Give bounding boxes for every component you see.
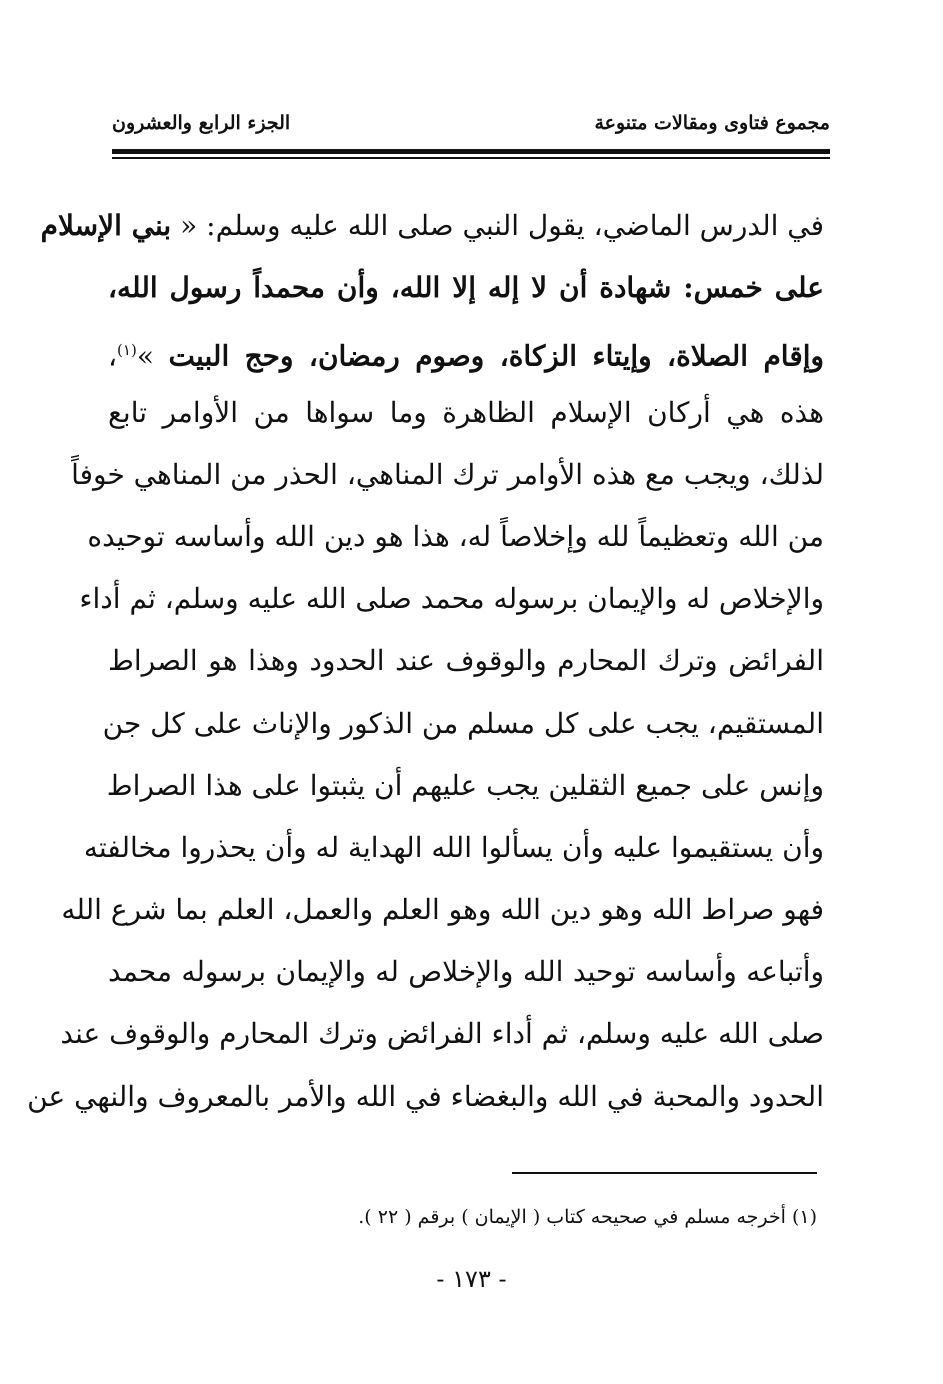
text-line: والإخلاص له والإيمان برسوله محمد صلى الله عليه وسلم، ثم أداء xyxy=(79,582,824,616)
text-line: لذلك، ويجب مع هذه الأوامر ترك المناهي، الحذر من المناهي خوفاً xyxy=(71,457,824,491)
text-line-3 xyxy=(108,319,824,381)
running-header xyxy=(112,112,830,142)
text-line: وإنس على جميع الثقلين يجب عليهم أن يثبتوا على هذا الصراط xyxy=(106,768,824,802)
header-rule-thick xyxy=(112,149,830,154)
page-number: - ١٧٣ - xyxy=(436,1265,507,1293)
book-title: مجموع فتاوى ومقالات متنوعة xyxy=(594,112,830,134)
text-line-1 xyxy=(40,195,824,257)
footnote-separator xyxy=(512,1172,817,1174)
text-line: هذه هي أركان الإسلام الظاهرة وما سواها من الأوامر تابع xyxy=(108,395,824,429)
hadith-text-end: وإقام الصلاة، وإيتاء الزكاة، وصوم رمضان، وحج البيت xyxy=(168,339,824,373)
text-line: وأتباعه وأساسه توحيد الله والإخلاص له والإيمان برسوله محمد xyxy=(108,955,824,989)
comma: ، xyxy=(108,339,118,373)
text-line: وأن يستقيموا عليه وأن يسألوا الله الهداية له وأن يحذروا مخالفته xyxy=(83,830,824,864)
text-line: صلى الله عليه وسلم، ثم أداء الفرائض وترك المحارم والوقوف عند xyxy=(60,1017,824,1051)
text-line-1-intro: في الدرس الماضي، يقول النبي صلى الله عليه وسلم: « xyxy=(180,209,824,242)
footnote: (١) أخرجه مسلم في صحيحه كتاب ( الإيمان ) برقم ( ٢٢ ). xyxy=(358,1206,817,1228)
hadith-text-line: على خمس: شهادة أن لا إله إلا الله، وأن محمداً رسول الله، xyxy=(108,271,824,305)
closing-quote: » xyxy=(136,339,154,373)
footnote-reference: (١) xyxy=(117,341,137,360)
text-line: الفرائض وترك المحارم والوقوف عند الحدود وهذا هو الصراط xyxy=(108,644,824,678)
main-text xyxy=(27,195,824,1128)
text-line: من الله وتعظيماً لله وإخلاصاً له، هذا هو دين الله وأساسه توحيده xyxy=(87,519,824,553)
text-line: الحدود والمحبة في الله والبغضاء في الله والأمر بالمعروف والنهي عن xyxy=(27,1079,824,1113)
header-rule-thin xyxy=(112,157,830,159)
volume-label: الجزء الرابع والعشرون xyxy=(112,112,291,134)
text-line: المستقيم، يجب على كل مسلم من الذكور والإناث على كل جن xyxy=(102,706,824,740)
text-line: فهو صراط الله وهو دين الله وهو العلم والعمل، العلم بما شرع الله xyxy=(61,893,824,927)
hadith-text-start: بني الإسلام xyxy=(40,209,172,242)
